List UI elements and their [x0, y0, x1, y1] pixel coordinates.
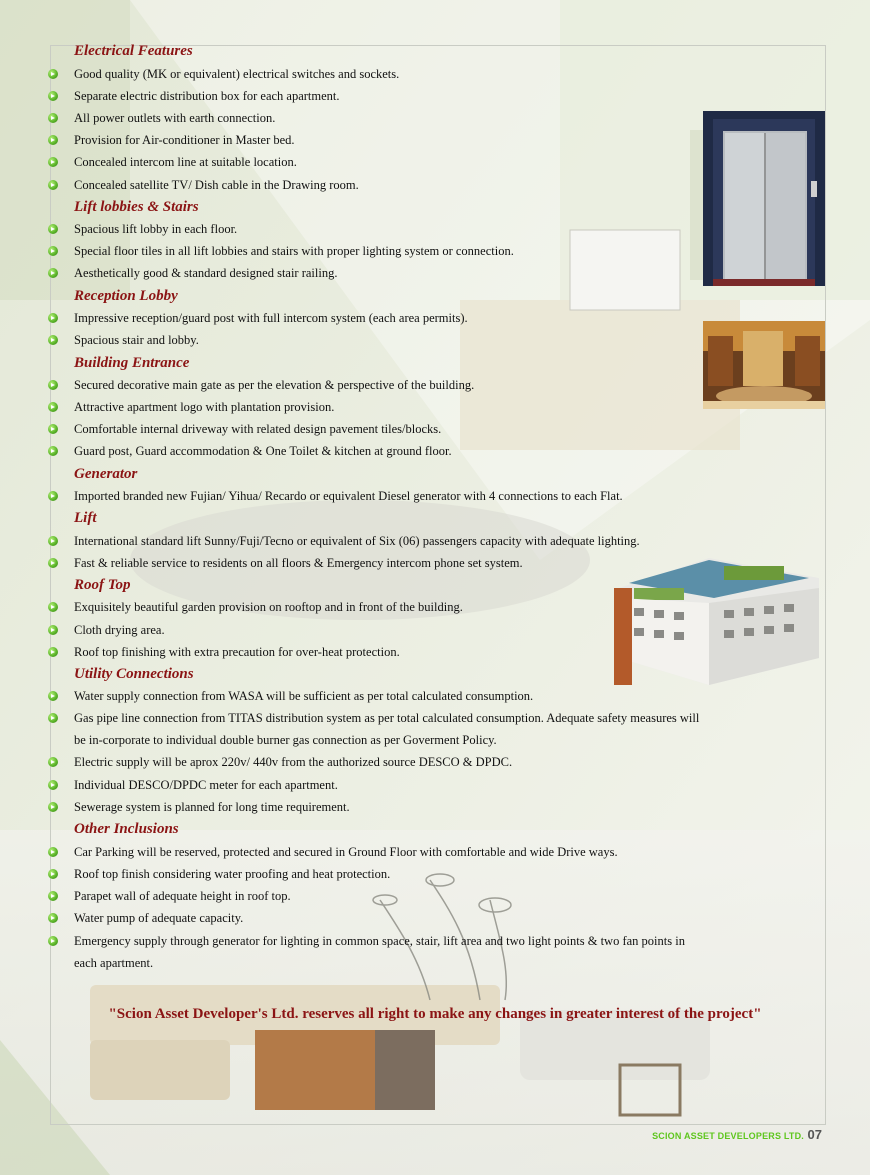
bullet-arrow-icon: [48, 536, 58, 546]
bullet-arrow-icon: [48, 847, 58, 857]
list-item-continuation: be in-corporate to individual double burner gas connection as per Goverment Policy.: [74, 733, 497, 747]
page-number: 07: [807, 1127, 822, 1142]
bullet-arrow-icon: [48, 335, 58, 345]
bullet-arrow-icon: [48, 113, 58, 123]
bullet-arrow-icon: [48, 157, 58, 167]
bullet-arrow-icon: [48, 891, 58, 901]
bullet-arrow-icon: [48, 602, 58, 612]
bullet-arrow-icon: [48, 625, 58, 635]
bullet-arrow-icon: [48, 246, 58, 256]
heading-reception-lobby: Reception Lobby: [74, 288, 178, 304]
footer-brand: SCION ASSET DEVELOPERS LTD.: [652, 1131, 804, 1141]
bullet-arrow-icon: [48, 757, 58, 767]
bullet-arrow-icon: [48, 69, 58, 79]
specifications-content: Electrical Features Good quality (MK or equivalent) electrical switches and sockets. Separate electric distribution box for each apartment. All power outlets with earth connection. Provision for Air-conditioner in Master bed. Concealed intercom line at suitable location. Concealed satellite TV/ Dish cable in the Drawing room. Lift lobbies & Stairs Spacious lift lobby in each floor. Special floor tiles in all lift lobbies and stairs with proper lighting system or connection. Aesthetically good & standard designed stair railing. Reception Lobby Impressive reception/guard post with full intercom system (each area permits). Spacious stair and lobby. Building Entrance Secured decorative main gate as per the elevation & perspective of the building. Attractive apartment logo with plantation provision. Comfortable internal driveway with related design pavement tiles/blocks. Guard post, Guard accommodation & One Toilet & kitchen at ground floor. Generator Imported branded new Fujian/ Yihua/ Recardo or equivalent Diesel generator with 4 connections to each Flat. Lift International standard lift Sunny/Fuji/Tecno or equivalent of Six (06) passengers capacity with adequate lighting. Fast & reliable service to residents on all floors & Emergency intercom phone set system. Roof Top Exquisitely beautiful garden provision on rooftop and in front of the building. Cloth drying area. Roof top finishing with extra precaution for over-heat protection. Utility Connections Water supply connection from WASA will be sufficient as per total calculated consumption. Gas pipe line connection from TITAS distribution system as per total calculated consumption. Adequate safety measures will be in-corporate to individual double burner gas connection as per Goverment Policy. Electric supply will be aprox 220v/ 440v from the authorized source DESCO & DPDC. Individual DESCO/DPDC meter for each apartment. Sewerage system is planned for long time requirement. Other Inclusions Car Parking will be reserved, protected and secured in Ground Floor with comfortable and wide Drive ways. Roof top finish considering water proofing and heat protection. Parapet wall of adequate height in roof top. Water pump of adequate capacity. Emergency supply through generator for lighting in common space, stair, lift area and two light points & two fan points in each apartment. "Scion Asset Developer's Ltd. reserves all right to make any changes in greater interest of the project" SCION ASSET DEVELOPERS LTD. 07: [0, 0, 870, 1175]
bullet-arrow-icon: [48, 491, 58, 501]
bullet-arrow-icon: [48, 869, 58, 879]
disclaimer-note: "Scion Asset Developer's Ltd. reserves all right to make any changes in greater interest of the project": [108, 1006, 762, 1022]
heading-lift: Lift: [74, 510, 97, 526]
bullet-arrow-icon: [48, 691, 58, 701]
heading-other-inclusions: Other Inclusions: [74, 821, 179, 837]
bullet-arrow-icon: [48, 402, 58, 412]
heading-generator: Generator: [74, 466, 138, 482]
bullet-arrow-icon: [48, 647, 58, 657]
bullet-arrow-icon: [48, 780, 58, 790]
heading-electrical-features: Electrical Features: [74, 43, 193, 59]
list-item-continuation: each apartment.: [74, 956, 154, 970]
bullet-arrow-icon: [48, 802, 58, 812]
bullet-arrow-icon: [48, 313, 58, 323]
bullet-arrow-icon: [48, 446, 58, 456]
bullet-arrow-icon: [48, 558, 58, 568]
heading-utility-connections: Utility Connections: [74, 666, 194, 682]
bullet-arrow-icon: [48, 224, 58, 234]
bullet-arrow-icon: [48, 91, 58, 101]
bullet-arrow-icon: [48, 135, 58, 145]
heading-roof-top: Roof Top: [74, 577, 131, 593]
bullet-arrow-icon: [48, 268, 58, 278]
bullet-arrow-icon: [48, 713, 58, 723]
heading-lift-lobbies-stairs: Lift lobbies & Stairs: [74, 199, 199, 215]
bullet-arrow-icon: [48, 380, 58, 390]
bullet-arrow-icon: [48, 180, 58, 190]
bullet-arrow-icon: [48, 424, 58, 434]
bullet-arrow-icon: [48, 913, 58, 923]
bullet-arrow-icon: [48, 936, 58, 946]
heading-building-entrance: Building Entrance: [74, 355, 190, 371]
